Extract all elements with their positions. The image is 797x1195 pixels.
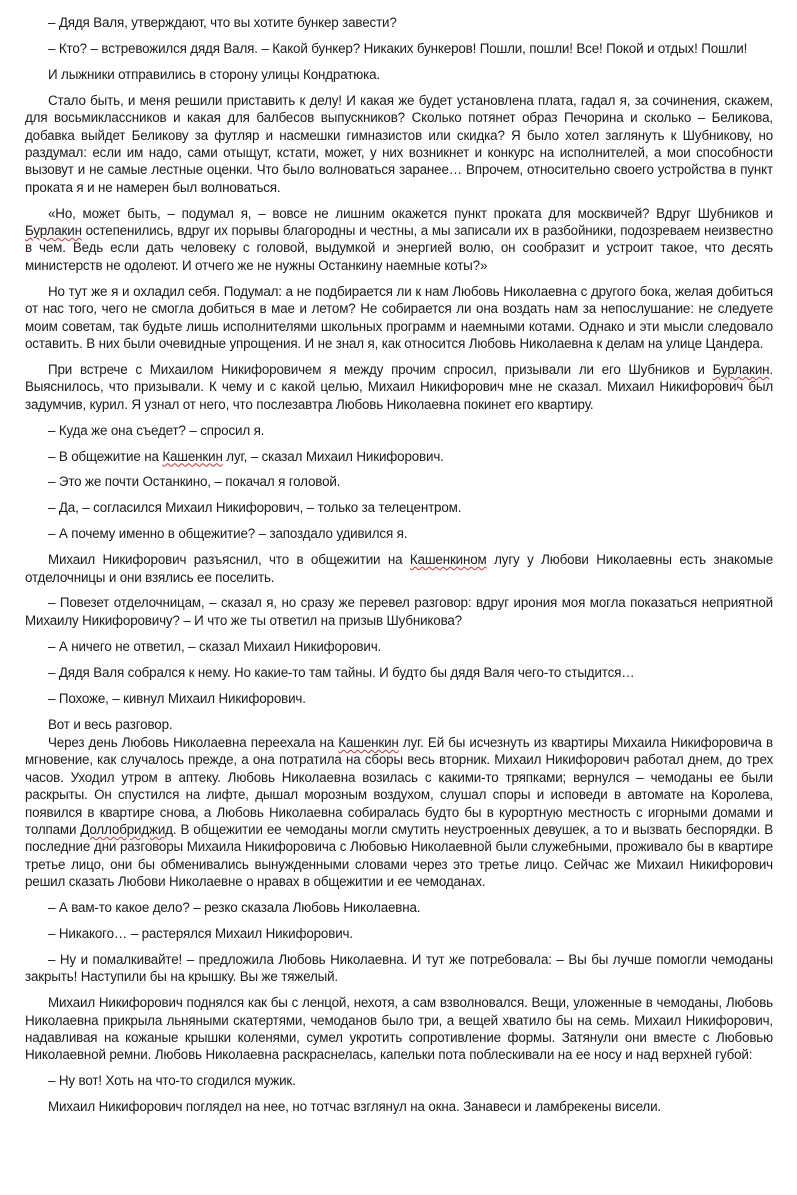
narrative-paragraph: [25, 734, 773, 891]
dialogue-paragraph: [25, 14, 773, 31]
text-run: «Но, может быть, – подумал я, – вовсе не лишним окажется пункт проката для москвичей? Вдруг Шубников и: [48, 205, 773, 221]
narrative-paragraph: [25, 994, 773, 1064]
dialogue-paragraph: [25, 473, 773, 490]
text-run: . В общежитии ее чемоданы могли смутить неустроенных девушек, а то и вызвать беспорядки. В последние дни разговоры Михаила Никифоровича с Любовью Николаевной были служебными, проживало бы в квартире третье лицо, они бы обменивались вынужденными словами через это третье лицо. Сейчас же Михаил Никифорович решил сказать Любови Николаевне о нравах в общежитии и ее чемоданах.: [25, 821, 773, 890]
dialogue-paragraph: [25, 690, 773, 707]
dialogue-paragraph: [25, 525, 773, 542]
dialogue-paragraph: [25, 951, 773, 986]
text-run: – В общежитие на: [48, 448, 163, 464]
text-run: – Куда же она съедет? – спросил я.: [48, 422, 265, 438]
text-run: . Выяснилось, что призывали. К чему и с какой целью, Михаил Никифорович мне не сказал. Михаил Никифорович был задумчив, курил. Я узнал от него, что послезавтра Любовь Николаевна покинет его квартиру.: [25, 361, 773, 412]
text-run: Вот и весь разговор.: [48, 716, 173, 732]
text-run: – Это же почти Останкино, – покачал я головой.: [48, 474, 341, 490]
text-run: – Повезет отделочницам, – сказал я, но сразу же перевел разговор: вдруг ирония моя могла показаться неприятной Михаилу Никифоровичу? – И что же ты ответил на призыв Шубникова?: [25, 595, 773, 628]
text-run: – Похоже, – кивнул Михаил Никифорович.: [48, 690, 306, 706]
text-run: – Дядя Валя собрался к нему. Но какие-то там тайны. И будто бы дядя Валя чего-то стыдится…: [48, 664, 635, 680]
text-run: – Ну вот! Хоть на что-то сгодился мужик.: [48, 1073, 296, 1089]
dialogue-paragraph: [25, 448, 773, 465]
narrative-paragraph: [25, 361, 773, 413]
text-run: Но тут же я и охладил себя. Подумал: а не подбирается ли к нам Любовь Николаевна с другого бока, желая добиться от нас того, чего не смогла добиться в мае и летом? Не собирается ли она воздать нам за непослушание: не следуете моим советам, так будьте лишь исполнителями школьных программ и наемными котами. Однако и эти мысли следовало оставить. В них были очевидные упрощения. И не знал я, как относится Любовь Николаевна к делам на улице Цандера.: [25, 283, 773, 351]
dialogue-paragraph: [25, 40, 773, 57]
text-run: Михаил Никифорович поглядел на нее, но тотчас взглянул на окна. Занавеси и ламбрекены висели.: [48, 1099, 661, 1115]
narrative-paragraph: [25, 205, 773, 275]
text-run: – Ну и помалкивайте! – предложила Любовь Николаевна. И тут же потребовала: – Вы бы лучше помогли чемоданы закрыть! Наступили бы на крышку. Вы же тяжелый.: [25, 951, 773, 985]
spellcheck-flagged-word: Бурлакин: [25, 223, 82, 239]
spellcheck-flagged-word: Кашенкин: [162, 448, 223, 464]
text-run: лугу у Любови Николаевны есть знакомые отделочницы и они взялись ее поселить.: [25, 552, 773, 585]
narrative-paragraph: [25, 1098, 773, 1115]
document-page: [25, 14, 773, 1124]
dialogue-paragraph: [25, 594, 773, 629]
text-run: – А вам-то какое дело? – резко сказала Любовь Николаевна.: [48, 900, 421, 916]
spellcheck-flagged-word: Кашенкином: [409, 552, 487, 568]
narrative-paragraph: [25, 66, 773, 83]
text-run: Стало быть, и меня решили приставить к делу! И какая же будет установлена плата, гадал я, за сочинения, скажем, для восьмиклассников и какая для балбесов выпускников? Сколько потянет образ Печорина и сколько – Беликова, добавка выйдет Беликову за футляр и насмешки гимназистов или скидка? Я было хотел заглянуть к Шубникову, но раздумал: если им надо, сами отыщут, кстати, может, у них возникнет и конкурс на исполнителей, а мои способности вызовут и не самые лестные оценки. Что было волноваться заранее… Впрочем, относительно своего устройства в пункт проката я и не намерен был волноваться.: [25, 92, 773, 195]
text-run: остепенились, вдруг их порывы благородны и честны, а мы записали их в разбойники, подозреваем неизвестно в чем. Ведь если дать человеку с головой, выдумкой и энергией волю, он сообразит и устроит такое, что десять министерств не одолеют. И отчего же не нужны Останкину наемные коты?»: [25, 223, 773, 273]
dialogue-paragraph: [25, 925, 773, 942]
spellcheck-flagged-word: Доллобриджид: [80, 821, 173, 837]
narrative-paragraph: [25, 716, 773, 733]
text-run: Через день Любовь Николаевна переехала на: [48, 734, 339, 750]
dialogue-paragraph: [25, 422, 773, 439]
dialogue-paragraph: [25, 499, 773, 516]
dialogue-paragraph: [25, 899, 773, 916]
text-run: При встрече с Михаилом Никифоровичем я между прочим спросил, призывали ли его Шубников и: [48, 361, 713, 377]
text-run: Михаил Никифорович разъяснил, что в общежитии на: [48, 552, 410, 568]
narrative-paragraph: [25, 283, 773, 353]
narrative-paragraph: [25, 551, 773, 586]
text-run: Михаил Никифорович поднялся как бы с ленцой, нехотя, а сам взволновался. Вещи, уложенные в чемоданы, Любовь Николаевна прикрыла льняными скатертями, чемоданов было три, а вещей хватило бы на семь. Михаил Никифорович, надавливая на кожаные крышки коленями, сумел укротить сопротивление формы. Затянули они вместе с Любовью Николаевной ремни. Любовь Николаевна раскраснелась, капельки пота поблескивали на ее носу и над верхней губой:: [25, 995, 773, 1063]
text-run: – Да, – согласился Михаил Никифорович, – только за телецентром.: [48, 500, 462, 516]
text-run: луг, – сказал Михаил Никифорович.: [222, 448, 444, 464]
spellcheck-flagged-word: Бурлакин: [712, 361, 770, 377]
spellcheck-flagged-word: Кашенкин: [338, 734, 399, 750]
text-run: – А ничего не ответил, – сказал Михаил Никифорович.: [48, 638, 382, 654]
dialogue-paragraph: [25, 638, 773, 655]
text-run: – А почему именно в общежитие? – запоздало удивился я.: [48, 526, 408, 542]
dialogue-paragraph: [25, 1072, 773, 1089]
text-run: И лыжники отправились в сторону улицы Кондратюка.: [48, 66, 380, 82]
text-run: луг. Ей бы исчезнуть из квартиры Михаила Никифоровича в мгновение, как случалось прежде, а она потратила на сборы весь вторник. Михаил Никифорович работал днем, до трех часов. Уходил утром в аптеку. Любовь Николаевна возилась с какими-то тряпками; вернулся – чемоданы ее были раскрыты. Он спустился на лифте, дышал морозным воздухом, слушал споры и исповеди в автомате на Королева, появился в квартире снова, а Любовь Николаевна собиралась будто бы в курортную местность с игорными домами и толпами: [25, 734, 773, 837]
narrative-paragraph: [25, 92, 773, 196]
text-run: – Никакого… – растерялся Михаил Никифорович.: [48, 925, 353, 941]
text-run: – Кто? – встревожился дядя Валя. – Какой бункер? Никаких бункеров! Пошли, пошли! Все! Покой и отдых! Пошли!: [48, 40, 748, 56]
text-run: – Дядя Валя, утверждают, что вы хотите бункер завести?: [48, 15, 397, 30]
dialogue-paragraph: [25, 664, 773, 681]
